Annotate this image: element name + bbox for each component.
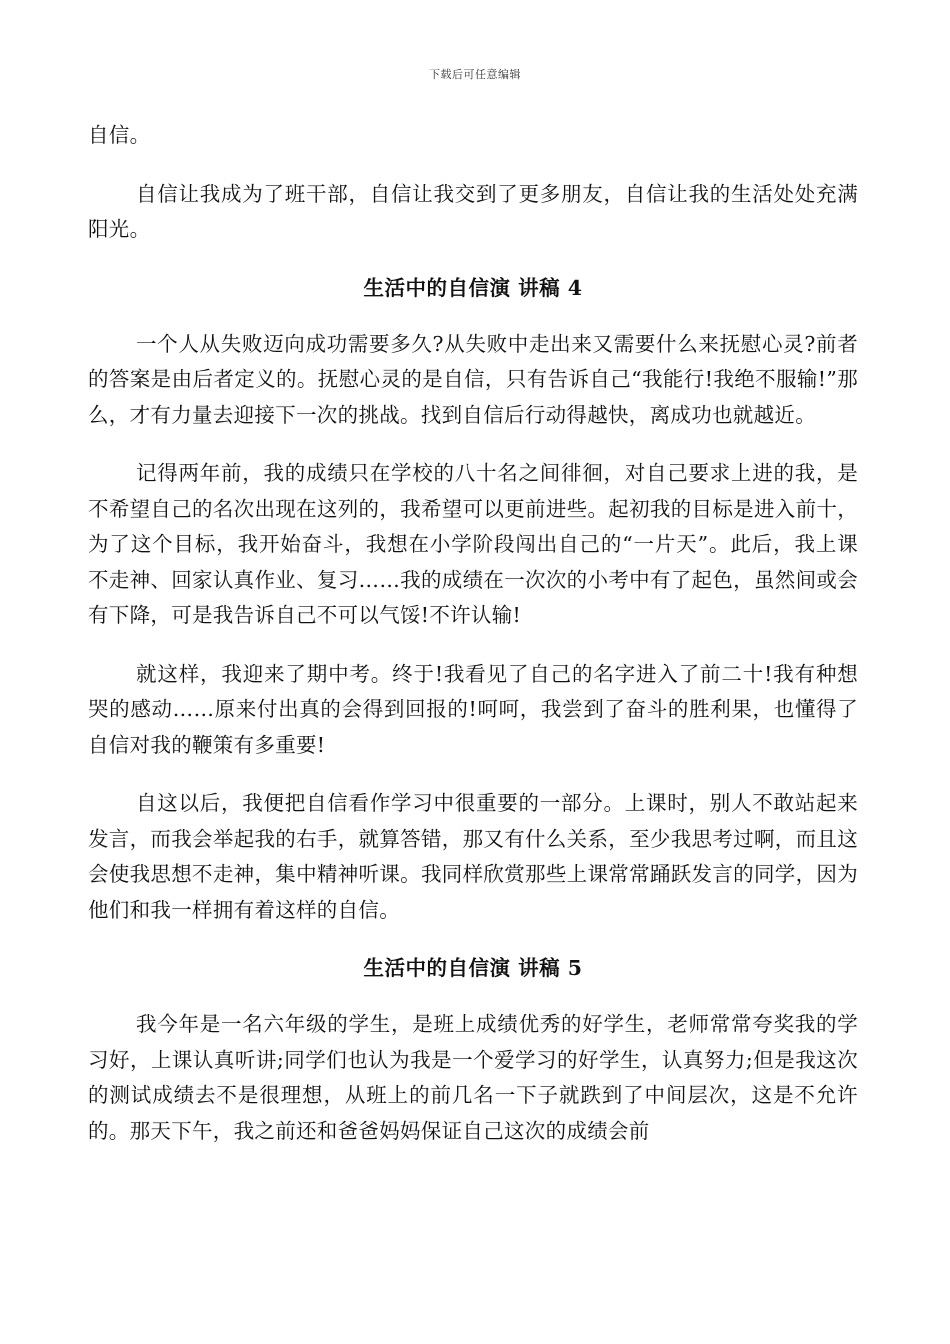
- header-note: 下载后可任意编辑: [429, 68, 521, 81]
- paragraph-5: 就这样，我迎来了期中考。终于!我看见了自己的名字进入了前二十!我有种想哭的感动……原来付出真的会得到回报的!呵呵，我尝到了奋斗的胜利果，也懂得了自信对我的鞭策有多重要!: [88, 661, 858, 757]
- paragraph-6: 自这以后，我便把自信看作学习中很重要的一部分。上课时，别人不敢站起来发言，而我会举起我的右手，就算答错，那又有什么关系，至少我思考过啊，而且这会使我思想不走神，集中精神听课。我同样欣赏那些上课常常踊跃发言的同学，因为他们和我一样拥有着这样的自信。: [88, 791, 858, 922]
- paragraph-1: 自信。: [88, 123, 151, 147]
- document-body: [88, 118, 858, 1172]
- paragraph-4: 记得两年前，我的成绩只在学校的八十名之间徘徊，对自己要求上进的我，是不希望自己的名次出现在这列的，我希望可以更前进些。起初我的目标是进入前十，为了这个目标，我开始奋斗，我想在小学阶段闯出自己的“一片天”。此后，我上课不走神、回家认真作业、复习……我的成绩在一次次的小考中有了起色，虽然间或会有下降，可是我告诉自己不可以气馁!不许认输!: [88, 461, 858, 627]
- paragraph-3: 一个人从失败迈向成功需要多久?从失败中走出来又需要什么来抚慰心灵?前者的答案是由后者定义的。抚慰心灵的是自信，只有告诉自己“我能行!我绝不服输!”那么，才有力量去迎接下一次的挑战。找到自信后行动得越快，离成功也就越近。: [88, 331, 858, 427]
- paragraph-2: 自信让我成为了班干部，自信让我交到了更多朋友，自信让我的生活处处充满阳光。: [88, 181, 858, 241]
- section-title-5: 生活中的自信演 讲稿 5: [363, 956, 583, 980]
- section-title-4: 生活中的自信演 讲稿 4: [363, 275, 583, 300]
- paragraph-7: 我今年是一名六年级的学生，是班上成绩优秀的好学生，老师常常夸奖我的学习好，上课认真听讲;同学们也认为我是一个爱学习的好学生，认真努力;但是我这次的测试成绩去不是很理想，从班上的前几名一下子就跌到了中间层次，这是不允许的。那天下午，我之前还和爸爸妈妈保证自己这次的成绩会前: [88, 1012, 858, 1143]
